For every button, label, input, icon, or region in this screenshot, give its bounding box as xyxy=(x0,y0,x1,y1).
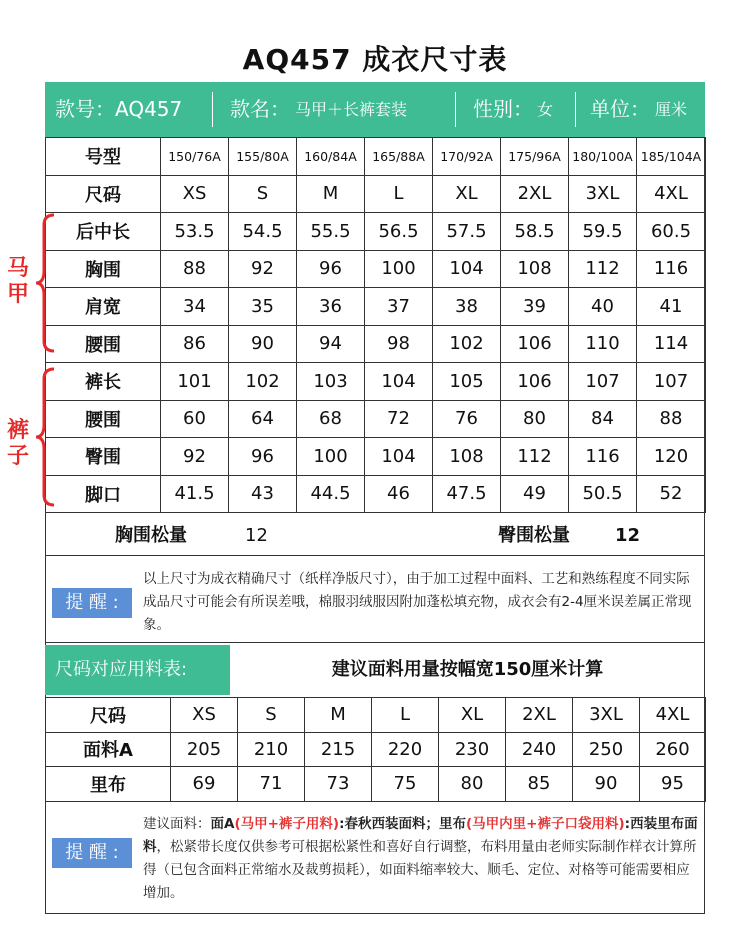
table-cell: 104 xyxy=(433,250,501,288)
table-cell: 114 xyxy=(637,325,706,363)
table-row xyxy=(46,250,706,288)
table-cell: 35 xyxy=(229,288,297,326)
fabric-section-title: 建议面料用量按幅宽150厘米计算 xyxy=(331,659,604,680)
table-cell: 116 xyxy=(569,438,637,476)
table-cell: S xyxy=(238,698,305,733)
table-cell: 90 xyxy=(573,767,640,802)
table-cell: 108 xyxy=(501,250,569,288)
table-cell: 34 xyxy=(161,288,229,326)
table-cell: 76 xyxy=(433,400,501,438)
table-row xyxy=(46,175,706,213)
header-divider xyxy=(455,92,456,127)
table-cell: 60.5 xyxy=(637,213,706,251)
table-cell: 4XL xyxy=(640,698,706,733)
table-cell: 53.5 xyxy=(161,213,229,251)
table-cell: 95 xyxy=(640,767,706,802)
table-cell: 59.5 xyxy=(569,213,637,251)
table-cell: 106 xyxy=(501,363,569,401)
table-cell: 40 xyxy=(569,288,637,326)
row-label: 腰围 xyxy=(46,400,161,438)
table-cell: 98 xyxy=(365,325,433,363)
table-row xyxy=(46,213,706,251)
table-cell: 175/96A xyxy=(501,138,569,176)
table-cell: 75 xyxy=(372,767,439,802)
table-cell: 116 xyxy=(637,250,706,288)
row-label: 肩宽 xyxy=(46,288,161,326)
table-cell: M xyxy=(305,698,372,733)
table-cell: 86 xyxy=(161,325,229,363)
table-row xyxy=(46,325,706,363)
table-cell: 60 xyxy=(161,400,229,438)
tip-highlight: (马甲+裤子用料) xyxy=(234,816,340,832)
row-label: 裤长 xyxy=(46,363,161,401)
table-cell: 102 xyxy=(229,363,297,401)
row-label: 里布 xyxy=(46,767,171,802)
unit-value: 厘米 xyxy=(655,100,688,119)
gender-label: 性别： xyxy=(473,97,533,121)
tip-text-part: 面A xyxy=(210,816,235,832)
gender-value: 女 xyxy=(537,100,554,119)
vest-bracket xyxy=(30,213,60,353)
table-row xyxy=(46,138,706,176)
table-cell: 58.5 xyxy=(501,213,569,251)
style-number: 款号：AQ457 xyxy=(55,97,183,121)
table-cell: 96 xyxy=(297,250,365,288)
table-cell: L xyxy=(372,698,439,733)
table-cell: 110 xyxy=(569,325,637,363)
row-label: 号型 xyxy=(46,138,161,176)
table-cell: 3XL xyxy=(573,698,640,733)
table-cell: 94 xyxy=(297,325,365,363)
table-cell: 260 xyxy=(640,732,706,767)
table-cell: 165/88A xyxy=(365,138,433,176)
tip-badge: 提 醒 : xyxy=(52,838,132,868)
row-label: 尺码 xyxy=(46,698,171,733)
table-cell: 101 xyxy=(161,363,229,401)
table-row xyxy=(46,475,706,513)
table-cell: 43 xyxy=(229,475,297,513)
row-label: 后中长 xyxy=(46,213,161,251)
table-cell: 46 xyxy=(365,475,433,513)
tip-text-part: ，松紧带长度仅供参考可根据松紧性和喜好自行调整，布料用量由老师实际制作样衣计算所得（已包含面料正常缩水及裁剪损耗），如面料缩率较大、顺毛、定位、对格等可能需要相应增加。 xyxy=(143,839,697,901)
table-cell: 160/84A xyxy=(297,138,365,176)
table-cell: 180/100A xyxy=(569,138,637,176)
table-cell: 105 xyxy=(433,363,501,401)
table-cell: 107 xyxy=(569,363,637,401)
table-cell: 2XL xyxy=(506,698,573,733)
tip-text: 以上尺寸为成衣精确尺寸（纸样净版尺寸），由于加工过程中面料、工艺和熟练程度不同实际成品尺寸可能会有所误差哦，棉服羽绒服因附加蓬松填充物，成衣会有2-4厘米误差属正常现象。 xyxy=(143,571,692,633)
table-cell: 3XL xyxy=(569,175,637,213)
table-cell: 4XL xyxy=(637,175,706,213)
header-divider xyxy=(575,92,576,127)
table-cell: 64 xyxy=(229,400,297,438)
table-cell: 112 xyxy=(569,250,637,288)
table-cell: 230 xyxy=(439,732,506,767)
table-cell: 80 xyxy=(439,767,506,802)
table-cell: 103 xyxy=(297,363,365,401)
table-cell: 120 xyxy=(637,438,706,476)
row-label: 胸围 xyxy=(46,250,161,288)
table-cell: 73 xyxy=(305,767,372,802)
table-cell: 220 xyxy=(372,732,439,767)
table-cell: 100 xyxy=(365,250,433,288)
table-cell: 107 xyxy=(637,363,706,401)
table-cell: 37 xyxy=(365,288,433,326)
table-cell: 185/104A xyxy=(637,138,706,176)
table-cell: XL xyxy=(433,175,501,213)
chest-ease-value: 12 xyxy=(245,525,268,546)
table-cell: 41 xyxy=(637,288,706,326)
tip-badge: 提 醒 : xyxy=(52,588,132,618)
chest-ease-label: 胸围松量 xyxy=(115,525,187,546)
size-table xyxy=(45,137,706,513)
table-cell: XL xyxy=(439,698,506,733)
table-row xyxy=(46,732,706,767)
table-cell: 57.5 xyxy=(433,213,501,251)
table-cell: M xyxy=(297,175,365,213)
table-cell: 47.5 xyxy=(433,475,501,513)
table-cell: 56.5 xyxy=(365,213,433,251)
pants-group-label: 裤子 xyxy=(6,418,29,469)
table-cell: 155/80A xyxy=(229,138,297,176)
table-cell: 55.5 xyxy=(297,213,365,251)
style-name-label: 款名： xyxy=(230,97,290,121)
table-cell: 170/92A xyxy=(433,138,501,176)
table-cell: 52 xyxy=(637,475,706,513)
page-title: AQ457 成衣尺寸表 xyxy=(242,43,508,76)
table-row xyxy=(46,400,706,438)
table-cell: 205 xyxy=(171,732,238,767)
table-cell: 2XL xyxy=(501,175,569,213)
table-cell: XS xyxy=(161,175,229,213)
table-cell: 50.5 xyxy=(569,475,637,513)
table-cell: 39 xyxy=(501,288,569,326)
tip-text-part: 建议面料： xyxy=(143,816,211,832)
divider xyxy=(45,642,705,643)
tip-highlight: (马甲内里+裤子口袋用料) xyxy=(466,816,625,832)
hip-ease-value: 12 xyxy=(615,525,641,546)
table-cell: 85 xyxy=(506,767,573,802)
table-cell: 100 xyxy=(297,438,365,476)
hip-ease-label: 臀围松量 xyxy=(498,525,570,546)
row-label: 脚口 xyxy=(46,475,161,513)
table-cell: 210 xyxy=(238,732,305,767)
fabric-table xyxy=(45,697,706,802)
table-cell: 96 xyxy=(229,438,297,476)
table-cell: 112 xyxy=(501,438,569,476)
table-cell: 90 xyxy=(229,325,297,363)
table-cell: 92 xyxy=(161,438,229,476)
table-cell: 88 xyxy=(637,400,706,438)
table-cell: 215 xyxy=(305,732,372,767)
table-row xyxy=(46,363,706,401)
table-cell: 44.5 xyxy=(297,475,365,513)
table-row xyxy=(46,288,706,326)
table-cell: 84 xyxy=(569,400,637,438)
table-cell: 54.5 xyxy=(229,213,297,251)
table-cell: XS xyxy=(171,698,238,733)
vest-group-label: 马甲 xyxy=(6,256,29,307)
table-cell: 104 xyxy=(365,363,433,401)
table-cell: 150/76A xyxy=(161,138,229,176)
table-row xyxy=(46,438,706,476)
style-name-value: 马甲＋长裤套装 xyxy=(295,100,408,119)
table-cell: 108 xyxy=(433,438,501,476)
table-cell: S xyxy=(229,175,297,213)
table-cell: 250 xyxy=(573,732,640,767)
header-divider xyxy=(212,92,213,127)
tip-text-part: :西装里布面料 xyxy=(143,816,698,855)
pants-bracket xyxy=(30,367,60,507)
fabric-tip-text xyxy=(143,813,698,905)
row-label: 腰围 xyxy=(46,325,161,363)
tip-text-part: :春秋西装面料；里布 xyxy=(339,816,467,832)
table-cell: 69 xyxy=(171,767,238,802)
row-label: 尺码 xyxy=(46,175,161,213)
divider xyxy=(45,555,705,556)
info-header xyxy=(45,82,705,137)
table-cell: 240 xyxy=(506,732,573,767)
table-cell: 106 xyxy=(501,325,569,363)
table-cell: 88 xyxy=(161,250,229,288)
table-cell: 80 xyxy=(501,400,569,438)
table-cell: 102 xyxy=(433,325,501,363)
table-cell: 49 xyxy=(501,475,569,513)
fabric-section-label: 尺码对应用料表: xyxy=(45,645,230,695)
row-label: 臀围 xyxy=(46,438,161,476)
table-cell: 72 xyxy=(365,400,433,438)
table-cell: 38 xyxy=(433,288,501,326)
table-cell: L xyxy=(365,175,433,213)
table-row xyxy=(46,698,706,733)
table-cell: 71 xyxy=(238,767,305,802)
table-cell: 92 xyxy=(229,250,297,288)
table-cell: 41.5 xyxy=(161,475,229,513)
table-cell: 36 xyxy=(297,288,365,326)
unit-label: 单位： xyxy=(590,97,650,121)
table-cell: 104 xyxy=(365,438,433,476)
row-label: 面料A xyxy=(46,732,171,767)
table-row xyxy=(46,767,706,802)
table-cell: 68 xyxy=(297,400,365,438)
